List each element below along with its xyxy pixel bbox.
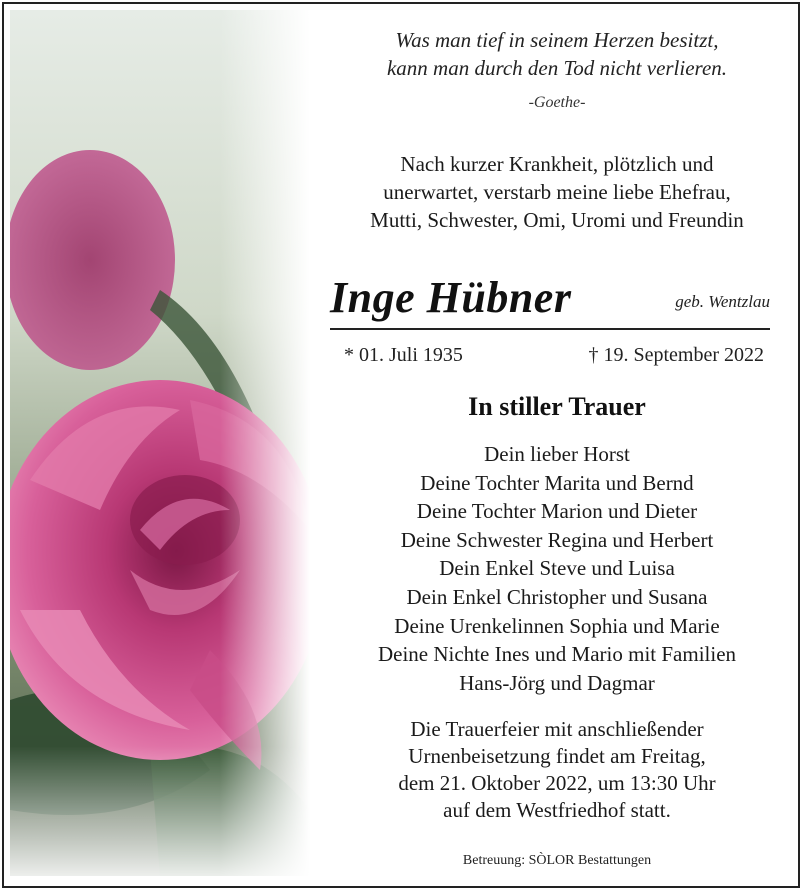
mourner-line: Deine Tochter Marita und Bernd [420, 470, 694, 495]
pink-rose-icon [10, 10, 310, 876]
quote-line: kann man durch den Tod nicht verlieren. [386, 56, 728, 80]
mourning-heading: In stiller Trauer [468, 392, 646, 421]
mourner-line: Deine Nichte Ines und Mario mit Familien [377, 642, 737, 667]
notice-text [322, 4, 792, 886]
mourner-line: Deine Schwester Regina und Herbert [400, 527, 714, 552]
mourner-line: Dein lieber Horst [484, 442, 630, 466]
goethe-quote [322, 26, 792, 82]
funeral-home-credit: Betreuung: SÒLOR Bestattungen [462, 853, 652, 868]
mourner-line: Dein Enkel Christopher und Susana [406, 584, 708, 609]
intro-line: Nach kurzer Krankheit, plötzlich und [400, 152, 714, 176]
intro-line: unerwartet, verstarb meine liebe Ehefrau, [383, 180, 731, 204]
funeral-line: dem 21. Oktober 2022, um 13:30 Uhr [398, 771, 716, 795]
funeral-info [322, 716, 792, 824]
mourner-line: Dein Enkel Steve und Luisa [439, 556, 675, 581]
deceased-name: Inge Hübner [330, 273, 572, 322]
mourner-line: Deine Tochter Marion und Dieter [416, 499, 698, 524]
mourners-list [322, 440, 792, 697]
death-date: † 19. September 2022 [588, 344, 764, 366]
deceased-name-row [330, 272, 770, 330]
mourner-line: Hans-Jörg und Dagmar [459, 670, 655, 695]
funeral-line: auf dem Westfriedhof statt. [443, 798, 671, 822]
obituary-notice [2, 2, 800, 888]
birth-date: * 01. Juli 1935 [344, 344, 463, 366]
intro-text [322, 150, 792, 234]
intro-line: Mutti, Schwester, Omi, Uromi und Freundin [370, 208, 744, 232]
rose-image [10, 10, 310, 876]
funeral-line: Urnenbeisetzung findet am Freitag, [408, 744, 706, 768]
quote-line: Was man tief in seinem Herzen besitzt, [395, 28, 719, 52]
maiden-name: geb. Wentzlau [675, 292, 770, 311]
funeral-line: Die Trauerfeier mit anschließender [410, 717, 704, 741]
quote-author: -Goethe- [528, 94, 586, 111]
mourner-line: Deine Urenkelinnen Sophia und Marie [394, 613, 720, 638]
